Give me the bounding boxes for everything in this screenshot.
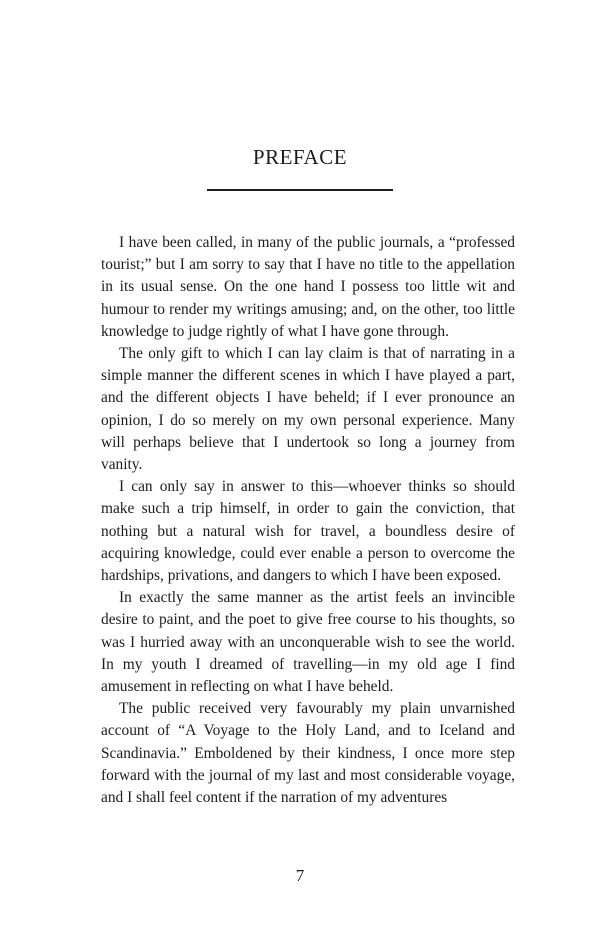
preface-body — [101, 232, 515, 809]
paragraph: The only gift to which I can lay claim is that of narrating in a simple manner the different scenes in which I have played a part, and the different objects I have beheld; if I ever pronounce an opinion, I do so merely on my own personal experience. Many will perhaps believe that I undertook so long a journey from vanity. — [101, 345, 515, 474]
page-number: 7 — [295, 866, 305, 885]
chapter-title: PREFACE — [252, 145, 348, 169]
paragraph: In exactly the same manner as the artist feels an invincible desire to paint, and the poet to give free course to his thoughts, so was I hurried away with an unconquerable wish to see the world. In my youth I dreamed of travelling—in my old age I find amusement in reflecting on what I have beheld. — [101, 589, 515, 696]
paragraph: I have been called, in many of the public journals, a “professed tourist;” but I am sorry to say that I have no title to the appellation in its usual sense. On the one hand I possess too little wit and humour to render my writings amusing; and, on the other, too little knowledge to judge rightly of what I have gone through. — [101, 234, 515, 340]
title-underline — [207, 189, 393, 191]
paragraph: I can only say in answer to this—whoever thinks so should make such a trip himself, in order to gain the conviction, that nothing but a natural wish for travel, a boundless desire of acquiring knowledge, could ever enable a person to overcome the hardships, privations, and dangers to which I have been exposed. — [101, 478, 515, 585]
paragraph: The public received very favourably my plain unvarnished account of “A Voyage to the Holy Land, and to Iceland and Scandinavia.” Emboldened by their kindness, I once more step forward with the journal of my last and most considerable voyage, and I shall feel content if the narration of my adventures — [101, 700, 515, 807]
